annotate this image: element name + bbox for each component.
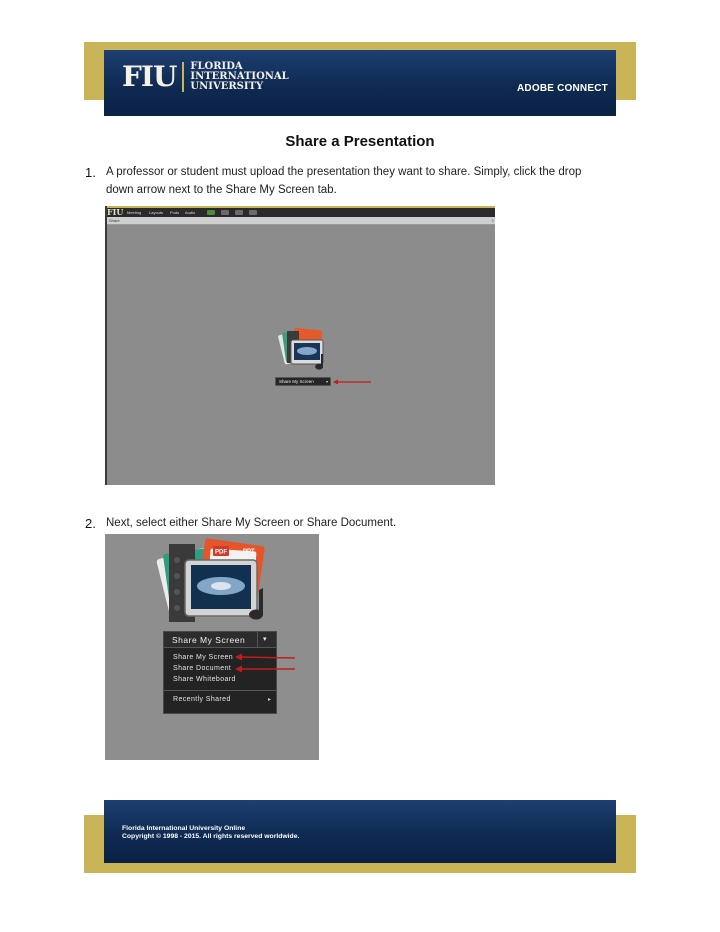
dropdown-separator (257, 632, 258, 648)
speaker-icon[interactable] (221, 210, 229, 215)
screenshot-meeting-room (105, 206, 495, 485)
menu-item-share-my-screen[interactable]: Share My Screen (173, 654, 234, 661)
menu-item-share-document[interactable]: Share Document (173, 665, 232, 672)
logo-line-1: FLORIDA (190, 61, 243, 72)
red-pointer-arrow-icon (333, 379, 371, 385)
share-pod-title: Share (109, 218, 120, 223)
menu-meeting[interactable]: Meeting (127, 210, 142, 215)
step-1-line-2: down arrow next to the Share My Screen tab. (106, 184, 337, 196)
share-content-illustration-icon (155, 534, 279, 630)
submenu-arrow-icon: ▸ (268, 697, 272, 703)
footer-org: Florida International University Online (122, 825, 246, 832)
meeting-menubar (107, 206, 495, 217)
step-1-number: 1. (85, 165, 96, 180)
fiu-logo-divider (182, 62, 184, 92)
share-screen-illustration-icon (275, 328, 331, 376)
menu-item-share-whiteboard[interactable]: Share Whiteboard (173, 676, 236, 683)
ppt-badge: PPT (243, 549, 255, 555)
menu-pods[interactable]: Pods (170, 210, 180, 215)
screenshot-share-menu (105, 534, 319, 760)
product-name: ADOBE CONNECT (517, 83, 608, 94)
menu-audio[interactable]: Audio (185, 210, 196, 215)
pdf-badge: PDF (215, 549, 227, 556)
menubar-logo: FIU (107, 207, 124, 217)
dropdown-arrow-icon[interactable]: ▾ (263, 636, 267, 643)
step-1-text (106, 163, 581, 199)
logo-line-2: INTERNATIONAL (190, 71, 289, 82)
fiu-logo (122, 62, 289, 92)
share-pod-titlebar (107, 217, 495, 225)
toolbar-icons (207, 210, 257, 215)
webcam-icon[interactable] (235, 210, 243, 215)
step-2-text: Next, select either Share My Screen or Share Document. (106, 517, 397, 529)
menu-layouts[interactable]: Layouts (149, 210, 164, 215)
footer-copyright: Copyright © 1998 - 2015. All rights reserved worldwide. (122, 833, 300, 840)
share-dropdown-label: Share My Screen (172, 635, 246, 645)
step-1-line-1: A professor or student must upload the presentation they want to share. Simply, click the drop (106, 166, 582, 178)
share-my-screen-button[interactable] (275, 377, 331, 386)
raise-hand-icon[interactable] (249, 210, 257, 215)
logo-line-3: UNIVERSITY (190, 81, 264, 92)
menu-divider (164, 690, 276, 691)
menu-item-recently-shared[interactable]: Recently Shared (173, 696, 231, 703)
fiu-logo-mark: FIU (122, 60, 177, 93)
share-dropdown-arrow-icon[interactable]: ▾ (325, 379, 328, 384)
step-2-number: 2. (85, 516, 96, 531)
share-my-screen-dropdown[interactable] (164, 632, 276, 648)
microphone-status-icon[interactable] (207, 210, 215, 215)
fiu-logo-name (190, 62, 288, 92)
page-title: Share a Presentation (285, 133, 435, 150)
share-my-screen-label: Share My Screen (279, 379, 314, 384)
red-pointer-arrows-icon (235, 651, 299, 675)
pod-options-icon[interactable]: ≡ (491, 218, 494, 223)
